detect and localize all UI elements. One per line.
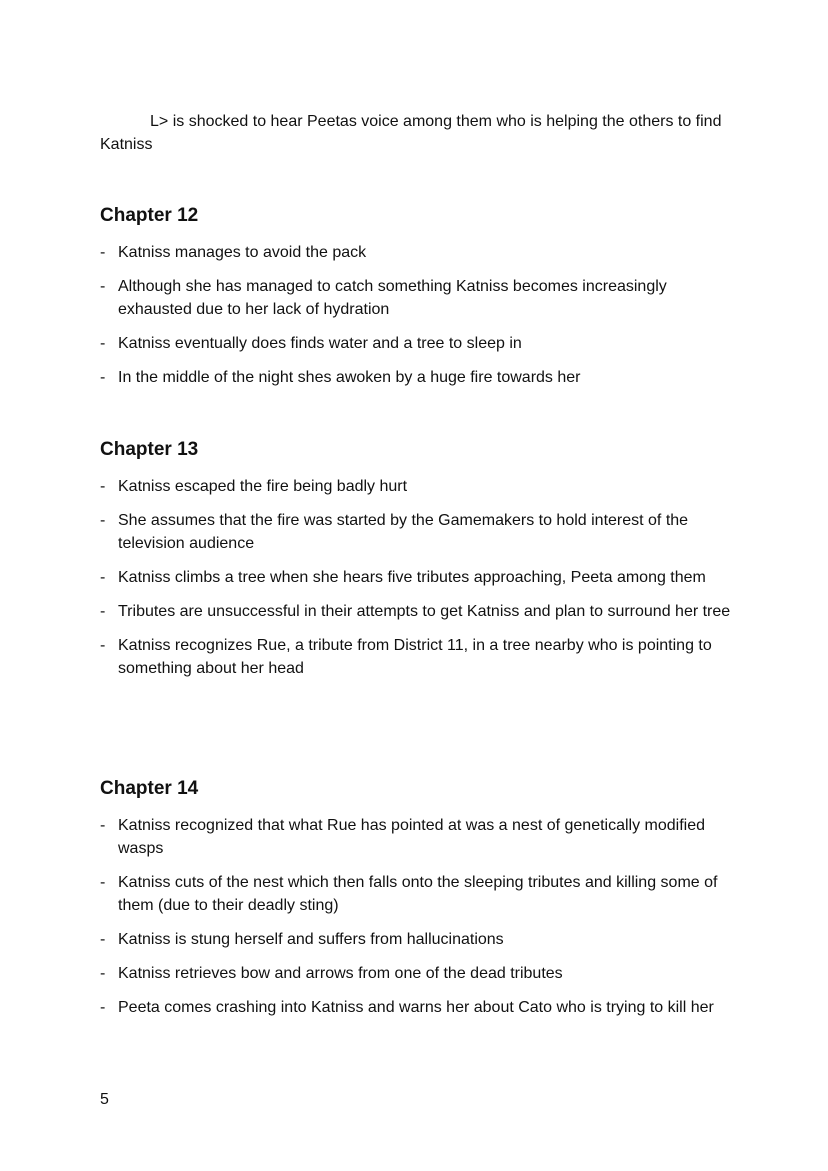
chapter-heading: Chapter 14 bbox=[100, 778, 199, 799]
list-item-text: Katniss eventually does finds water and a tree to sleep in bbox=[118, 335, 522, 352]
list-item bbox=[100, 241, 740, 264]
dash-marker: - bbox=[100, 335, 106, 352]
dash-marker: - bbox=[100, 478, 106, 495]
dash-marker: - bbox=[100, 512, 106, 529]
list-item bbox=[100, 928, 740, 951]
list-item bbox=[100, 509, 740, 555]
list-item bbox=[100, 600, 740, 623]
list-item-text: Katniss recognized that what Rue has pointed at was a nest of genetically modified wasps bbox=[118, 817, 706, 857]
list-item bbox=[100, 275, 740, 321]
list-item bbox=[100, 962, 740, 985]
dash-marker: - bbox=[100, 637, 106, 654]
list-item-text: Katniss cuts of the nest which then falls onto the sleeping tributes and killing some of them (due to their deadly sting) bbox=[118, 874, 718, 914]
intro-text: is shocked to hear Peetas voice among them who is helping the others to find Katniss bbox=[100, 113, 722, 153]
list-item bbox=[100, 566, 740, 589]
chapter-12-section bbox=[100, 204, 740, 389]
dash-marker: - bbox=[100, 244, 106, 261]
intro-prefix: L> bbox=[150, 113, 169, 130]
list-item-text: She assumes that the fire was started by the Gamemakers to hold interest of the television audience bbox=[118, 512, 689, 552]
dash-marker: - bbox=[100, 874, 106, 891]
bullet-list bbox=[100, 814, 740, 1019]
list-item bbox=[100, 871, 740, 917]
list-item-text: Katniss is stung herself and suffers from hallucinations bbox=[118, 931, 504, 948]
list-item-text: Katniss retrieves bow and arrows from one of the dead tributes bbox=[118, 965, 563, 982]
list-item bbox=[100, 366, 740, 389]
list-item bbox=[100, 332, 740, 355]
list-item-text: In the middle of the night shes awoken by a huge fire towards her bbox=[118, 369, 581, 386]
dash-marker: - bbox=[100, 931, 106, 948]
dash-marker: - bbox=[100, 999, 106, 1016]
list-item bbox=[100, 996, 740, 1019]
list-item-text: Katniss recognizes Rue, a tribute from District 11, in a tree nearby who is pointing to something about her head bbox=[118, 637, 712, 677]
chapter-heading: Chapter 13 bbox=[100, 439, 199, 460]
dash-marker: - bbox=[100, 369, 106, 386]
list-item-text: Katniss manages to avoid the pack bbox=[118, 244, 367, 261]
page-number: 5 bbox=[100, 1091, 109, 1108]
list-item-text: Katniss climbs a tree when she hears five tributes approaching, Peeta among them bbox=[118, 569, 706, 586]
bullet-list bbox=[100, 475, 740, 680]
list-item bbox=[100, 634, 740, 680]
list-item-text: Peeta comes crashing into Katniss and warns her about Cato who is trying to kill her bbox=[118, 999, 714, 1016]
list-item-text: Katniss escaped the fire being badly hurt bbox=[118, 478, 408, 495]
dash-marker: - bbox=[100, 965, 106, 982]
chapter-heading: Chapter 12 bbox=[100, 205, 199, 226]
dash-marker: - bbox=[100, 569, 106, 586]
dash-marker: - bbox=[100, 278, 106, 295]
intro-paragraph bbox=[100, 110, 740, 156]
dash-marker: - bbox=[100, 817, 106, 834]
list-item-text: Although she has managed to catch something Katniss becomes increasingly exhausted due to her lack of hydration bbox=[118, 278, 667, 318]
list-item bbox=[100, 475, 740, 498]
list-item-text: Tributes are unsuccessful in their attempts to get Katniss and plan to surround her tree bbox=[118, 603, 731, 620]
list-item bbox=[100, 814, 740, 860]
chapter-13-section bbox=[100, 438, 740, 680]
bullet-list bbox=[100, 241, 740, 389]
chapter-14-section bbox=[100, 777, 740, 1019]
dash-marker: - bbox=[100, 603, 106, 620]
